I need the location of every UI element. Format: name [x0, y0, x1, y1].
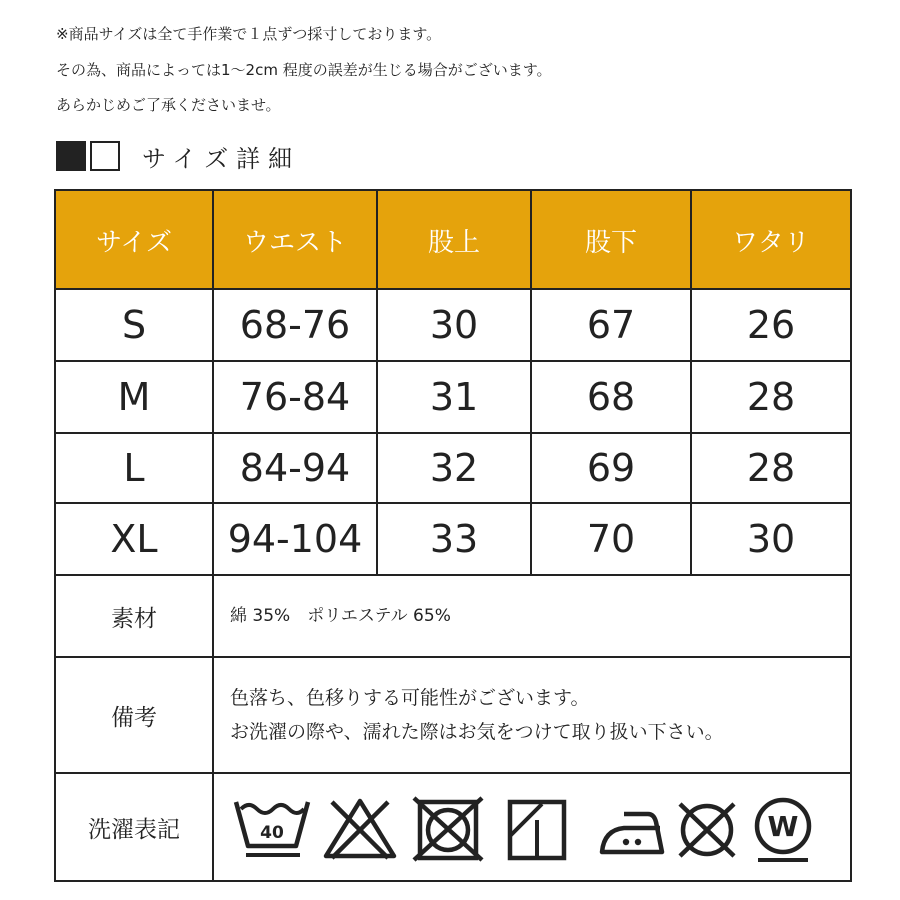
table-cell: S — [121, 303, 147, 347]
table-cell: 69 — [586, 446, 636, 490]
table-cell: 33 — [429, 517, 479, 561]
table-cell: 68 — [586, 375, 636, 419]
wet-clean-letter: W — [767, 810, 799, 843]
table-cell: 28 — [746, 375, 796, 419]
section-heading — [56, 136, 300, 176]
table-cell: 32 — [429, 446, 479, 490]
white-square-icon — [90, 141, 120, 171]
remarks-label: 備考 — [111, 704, 157, 731]
header-size: サイズ — [96, 228, 172, 258]
note-line-3: あらかじめご了承くださいませ。 — [56, 96, 281, 114]
iron-medium-icon — [596, 796, 668, 862]
table-cell: 70 — [586, 517, 636, 561]
header-rise: 股上 — [427, 228, 480, 258]
material-label: 素材 — [111, 605, 157, 632]
table-cell: 94-104 — [227, 517, 363, 561]
header-thigh: ワタリ — [732, 228, 810, 258]
wet-clean-gentle-icon — [748, 796, 818, 866]
size-table — [54, 189, 852, 882]
line-dry-shade-icon — [504, 796, 570, 862]
table-cell: 28 — [746, 446, 796, 490]
table-cell: 68-76 — [239, 303, 351, 347]
no-tumble-dry-icon — [412, 796, 484, 862]
section-title: サイズ詳細 — [142, 144, 301, 173]
no-bleach-icon — [322, 796, 398, 862]
note-line-1: ※商品サイズは全て手作業で１点ずつ採寸しております。 — [56, 25, 442, 43]
wash-tub-40-icon — [232, 796, 312, 862]
note-line-2: その為、商品によっては1〜2cm 程度の誤差が生じる場合がございます。 — [56, 61, 552, 79]
table-cell: 26 — [746, 303, 796, 347]
wash-temperature: 40 — [260, 823, 284, 843]
material-value: 綿 35% ポリエステル 65% — [230, 606, 451, 626]
table-cell: L — [123, 446, 145, 490]
table-cell: 31 — [429, 375, 479, 419]
table-cell: XL — [110, 517, 158, 561]
washing-label: 洗濯表記 — [88, 816, 180, 843]
table-cell: 76-84 — [239, 375, 351, 419]
no-dry-clean-icon — [672, 796, 742, 862]
table-cell: 84-94 — [239, 446, 351, 490]
header-inseam: 股下 — [584, 228, 637, 258]
table-cell: 30 — [746, 517, 796, 561]
remarks-line-1: 色落ち、色移りする可能性がございます。 — [230, 687, 590, 709]
table-cell: M — [117, 375, 151, 419]
table-cell: 67 — [586, 303, 636, 347]
remarks-line-2: お洗濯の際や、濡れた際はお気をつけて取り扱い下さい。 — [230, 721, 724, 743]
header-waist: ウエスト — [242, 228, 347, 258]
table-cell: 30 — [429, 303, 479, 347]
black-square-icon — [56, 141, 86, 171]
